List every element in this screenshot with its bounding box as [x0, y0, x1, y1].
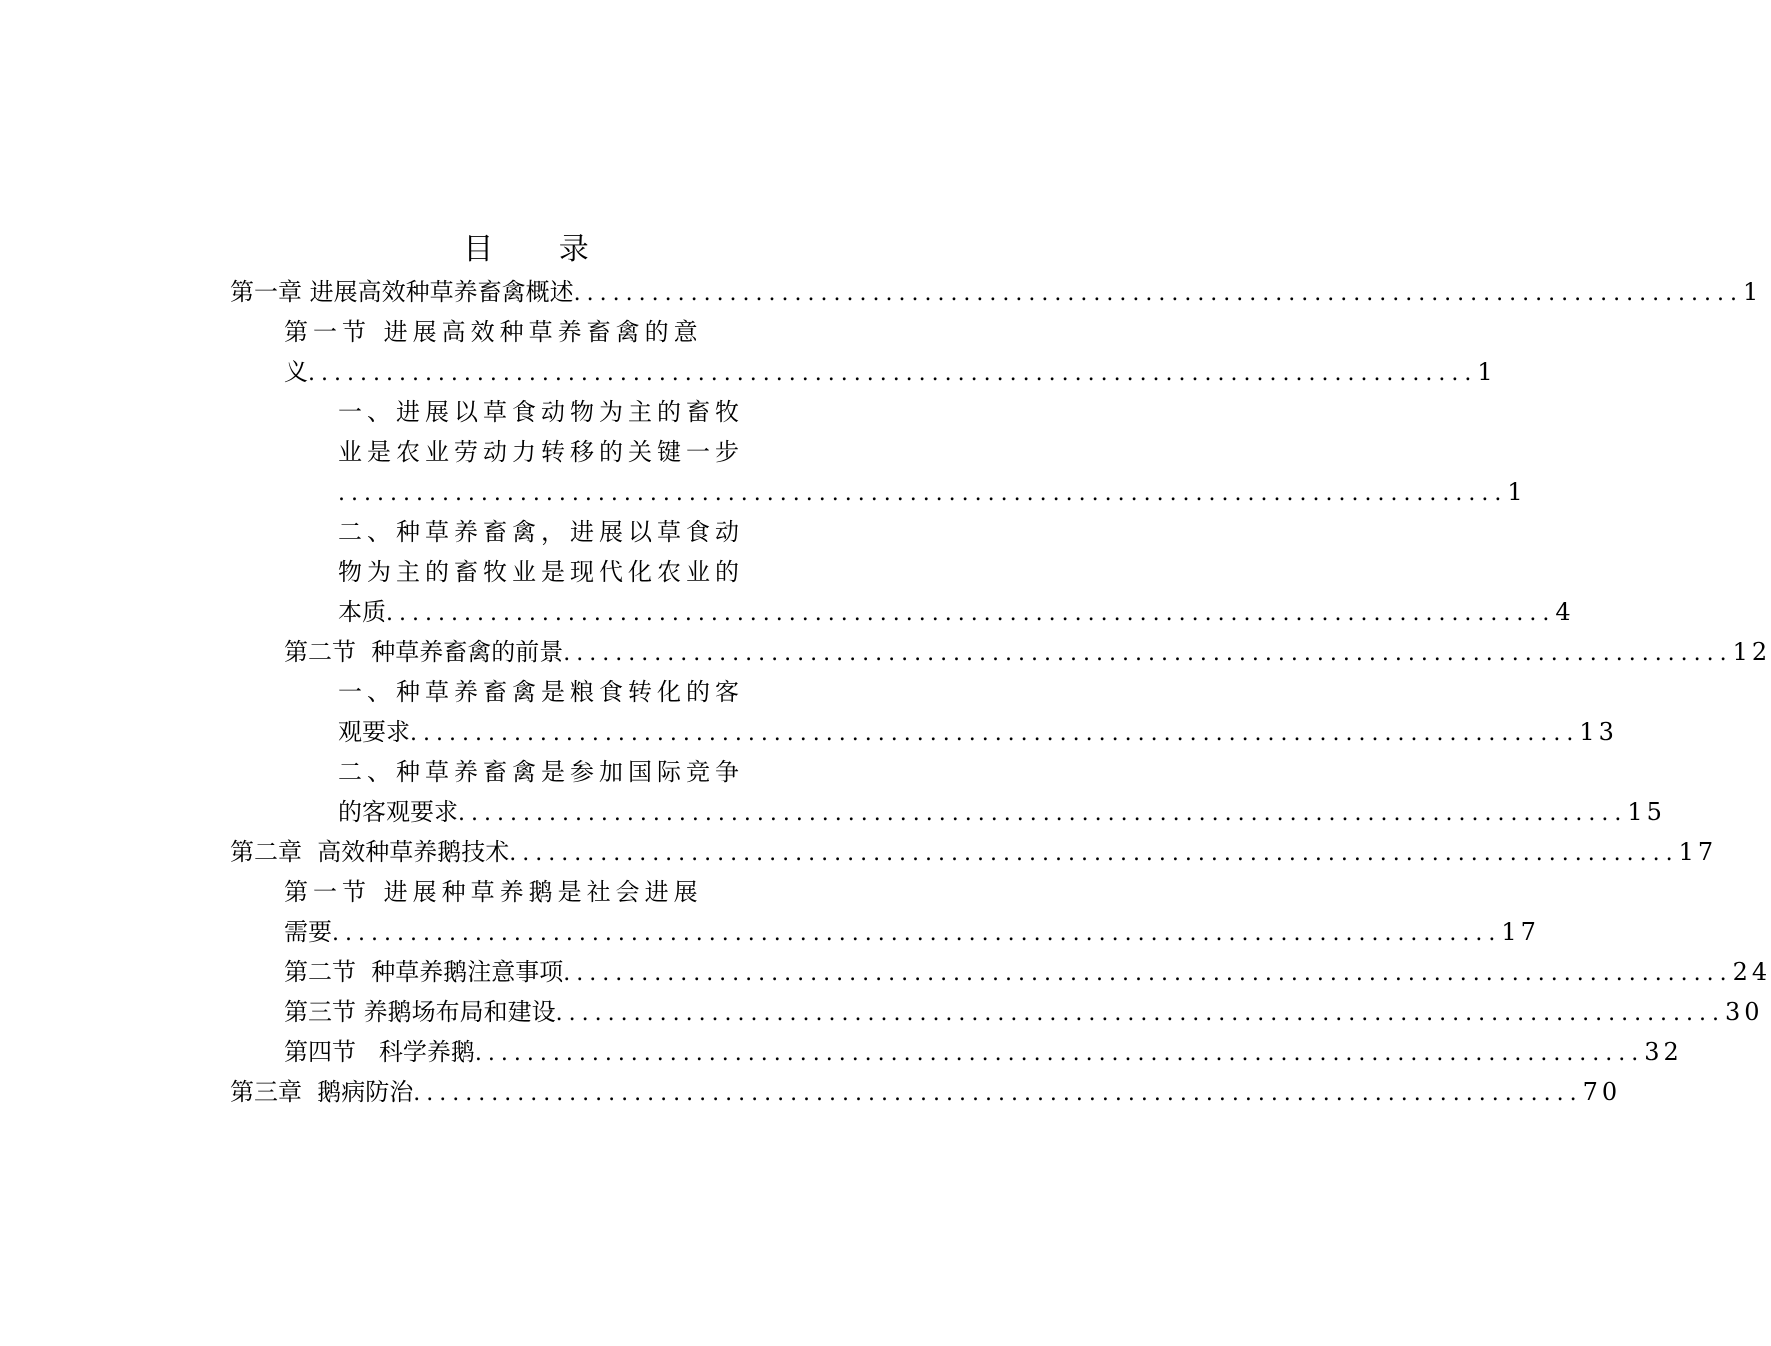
- toc-entry-item-1-2-2[interactable]: [338, 792, 1666, 832]
- toc-page-number: 4: [1555, 598, 1575, 626]
- toc-entry-label: 第三章 鹅病防治: [230, 1078, 414, 1106]
- toc-leader-dots: [410, 714, 1579, 754]
- toc-page-number: 70: [1582, 1078, 1622, 1106]
- toc-leader-dots: [563, 634, 1732, 674]
- toc-page-number: 12: [1732, 638, 1771, 666]
- toc-entry-section-2-1[interactable]: [284, 912, 1540, 952]
- toc-entry-text: 一、种草养畜禽是粮食转化的客: [338, 678, 744, 706]
- toc-entry-label: 本质: [338, 598, 386, 626]
- toc-entry-text: 一、进展以草食动物为主的畜牧: [338, 398, 744, 426]
- toc-page-number: 32: [1644, 1038, 1683, 1066]
- toc-entry-label: 第二节 种草养鹅注意事项: [284, 958, 564, 986]
- toc-entry-text: 业是农业劳动力转移的关键一步: [338, 438, 744, 466]
- toc-page-number: 17: [1501, 918, 1540, 946]
- toc-leader-dots: [563, 954, 1732, 994]
- toc-entry-chapter-1[interactable]: [230, 272, 1763, 312]
- toc-entry-text: 第一节 进展高效种草养畜禽的意: [284, 318, 703, 346]
- toc-entry-text: 二、种草养畜禽，进展以草食动: [338, 518, 744, 546]
- toc-leader-dots: [556, 994, 1725, 1034]
- toc-entry-section-2-2[interactable]: [284, 952, 1771, 992]
- toc-entry-text: 二、种草养畜禽是参加国际竞争: [338, 758, 744, 786]
- toc-entry-section-2-3[interactable]: [284, 992, 1764, 1032]
- toc-entry-label: 第一章 进展高效种草养畜禽概述: [230, 278, 574, 306]
- toc-page-number: 1: [1507, 478, 1527, 506]
- toc-leader-dots: [332, 914, 1501, 954]
- toc-entry-label: 第二节 种草养畜禽的前景: [284, 638, 564, 666]
- toc-leader-dots: [509, 834, 1678, 874]
- toc-entry-section-2-4[interactable]: [284, 1032, 1683, 1072]
- toc-entry-chapter-3[interactable]: [230, 1072, 1622, 1112]
- toc-leader-dots: [475, 1034, 1644, 1074]
- toc-page-number: 24: [1732, 958, 1771, 986]
- toc-title: 目 录: [463, 232, 617, 267]
- toc-leader-dots: [386, 594, 1555, 634]
- toc-entry-label: 的客观要求: [338, 798, 458, 826]
- toc-entry-chapter-2[interactable]: [230, 832, 1718, 872]
- toc-entry-section-1-1[interactable]: [284, 352, 1497, 392]
- toc-leader-dots: [308, 354, 1477, 394]
- toc-entry-text: 物为主的畜牧业是现代化农业的: [338, 558, 744, 586]
- toc-leader-dots: [574, 274, 1743, 314]
- toc-entry-label: 第四节 科学养鹅: [284, 1038, 475, 1066]
- toc-leader-dots: [338, 474, 1507, 514]
- toc-entry-item-1-2-1[interactable]: [338, 712, 1618, 752]
- toc-entry-label: 义: [284, 358, 308, 386]
- toc-entry-item-1-1-2[interactable]: [338, 592, 1575, 632]
- toc-entry-label: 第三节 养鹅场布局和建设: [284, 998, 556, 1026]
- toc-entry-label: 观要求: [338, 718, 410, 746]
- toc-page-number: 13: [1579, 718, 1618, 746]
- toc-page-number: 1: [1477, 358, 1497, 386]
- toc-entry-section-1-2[interactable]: [284, 632, 1771, 672]
- toc-leader-dots: [458, 794, 1627, 834]
- toc-page-number: 1: [1743, 278, 1763, 306]
- toc-entry-label: 需要: [284, 918, 332, 946]
- toc-entry-label: 第二章 高效种草养鹅技术: [230, 838, 510, 866]
- toc-entry-text: 第一节 进展种草养鹅是社会进展: [284, 878, 703, 906]
- toc-page-number: 17: [1678, 838, 1718, 866]
- toc-entry-item-1-1-1[interactable]: [338, 472, 1527, 512]
- toc-leader-dots: [413, 1074, 1582, 1114]
- toc-page-number: 15: [1627, 798, 1666, 826]
- toc-page-number: 30: [1725, 998, 1764, 1026]
